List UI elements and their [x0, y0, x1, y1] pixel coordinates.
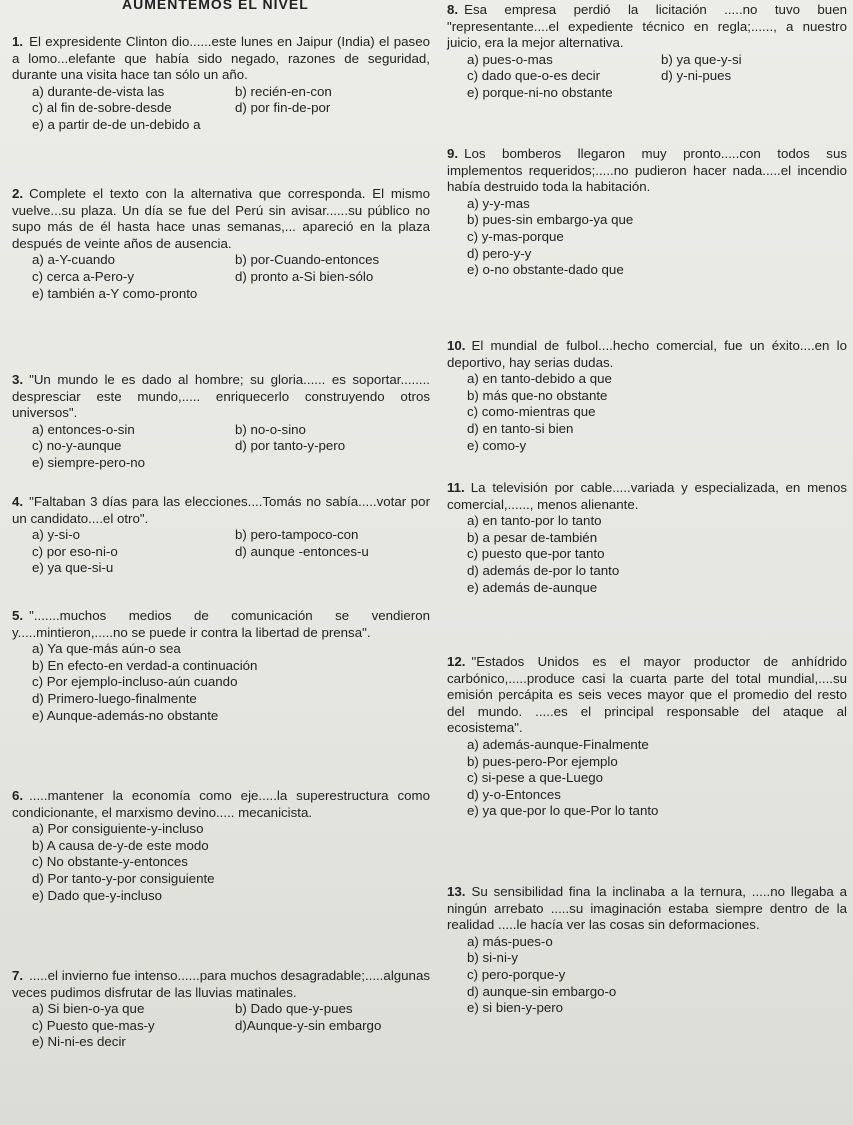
question-9	[447, 146, 847, 279]
option-e[interactable]: e) Dado que-y-incluso	[32, 887, 163, 903]
option-c[interactable]: c) Por ejemplo-incluso-aún cuando	[32, 674, 238, 690]
option-e[interactable]: e) ya que-si-u	[32, 560, 114, 576]
option-c[interactable]: c) y-mas-porque	[467, 228, 564, 244]
question-7	[12, 968, 430, 1051]
question-stem: ".......muchos medios de comunicación se vendieron y.....mintieron,.....no se puede ir contra la libertad de prensa".	[12, 608, 430, 640]
option-a[interactable]: a) más-pues-o	[467, 933, 553, 949]
option-e[interactable]: e) porque-ni-no obstante	[467, 84, 613, 100]
option-c[interactable]: c) puesto que-por tanto	[467, 546, 605, 562]
question-5	[12, 608, 430, 724]
question-stem: .....el invierno fue intenso......para muchos desagradable;.....algunas veces pudimos disfrutar de las lluvias matinales.	[12, 968, 430, 1000]
option-d[interactable]: d) pronto a-Si bien-sólo	[235, 268, 374, 284]
question-number: 6.	[12, 788, 24, 803]
question-stem: Los bomberos llegaron muy pronto.....con todos sus implementos requeridos;.....no pudieron hacer nada.....el incendio había destruido toda la habitación.	[447, 146, 847, 195]
option-e[interactable]: e) como-y	[467, 437, 527, 453]
option-a[interactable]: a) durante-de-vista las	[32, 83, 165, 99]
question-2	[12, 186, 430, 302]
option-d[interactable]: d) y-ni-pues	[661, 68, 732, 84]
option-e[interactable]: e) además de-aunque	[467, 579, 598, 595]
question-stem: El expresidente Clinton dio......este lunes en Jaipur (India) el paseo a lomo...elefante que había sido negado, razones de seguridad, durante una visita hace tan sólo un año.	[12, 34, 430, 83]
question-number: 10.	[447, 338, 466, 353]
option-d[interactable]: d) por tanto-y-pero	[235, 438, 346, 454]
question-12	[447, 654, 847, 820]
option-a[interactable]: a) y-si-o	[32, 527, 81, 543]
option-e[interactable]: e) también a-Y como-pronto	[32, 285, 198, 301]
option-c[interactable]: c) pero-porque-y	[467, 966, 566, 982]
question-8	[447, 2, 847, 102]
option-e[interactable]: e) Aunque-además-no obstante	[32, 707, 219, 723]
option-a[interactable]: a) y-y-mas	[467, 195, 530, 211]
option-b[interactable]: b) a pesar de-también	[467, 529, 598, 545]
option-c[interactable]: c) al fin de-sobre-desde	[32, 100, 172, 116]
option-b[interactable]: b) no-o-sino	[235, 421, 306, 437]
question-11	[447, 480, 847, 596]
option-a[interactable]: a) pues-o-mas	[467, 51, 553, 67]
option-a[interactable]: a) en tanto-debido a que	[467, 371, 612, 387]
question-stem: "Un mundo le es dado al hombre; su gloria...... es soportar........ despresciar este mundo,..... enriquecerlo construyendo otros universos".	[12, 372, 430, 421]
option-d[interactable]: d) aunque-sin embargo-o	[467, 983, 617, 999]
question-number: 9.	[447, 146, 459, 161]
option-b[interactable]: b) si-ni-y	[467, 950, 518, 966]
question-stem: El mundial de fulbol....hecho comercial, fue un éxito....en lo deportivo, hay serias dudas.	[447, 338, 847, 370]
option-b[interactable]: b) Dado que-y-pues	[235, 1001, 353, 1017]
option-b[interactable]: b) recién-en-con	[235, 83, 332, 99]
option-d[interactable]: d) Por tanto-y-por consiguiente	[32, 870, 215, 886]
option-b[interactable]: b) más que-no obstante	[467, 387, 608, 403]
question-number: 3.	[12, 372, 24, 387]
option-b[interactable]: b) A causa de-y-de este modo	[32, 837, 209, 853]
question-13	[447, 884, 847, 1017]
option-b[interactable]: b) En efecto-en verdad-a continuación	[32, 657, 258, 673]
option-a[interactable]: a) Por consiguiente-y-incluso	[32, 821, 204, 837]
option-d[interactable]: d) y-o-Entonces	[467, 786, 561, 802]
question-number: 13.	[447, 884, 466, 899]
question-number: 12.	[447, 654, 466, 669]
question-6	[12, 788, 430, 904]
question-1	[12, 34, 430, 134]
option-e[interactable]: e) si bien-y-pero	[467, 1000, 564, 1016]
option-e[interactable]: e) ya que-por lo que-Por lo tanto	[467, 803, 659, 819]
option-d[interactable]: d) además de-por lo tanto	[467, 562, 620, 578]
option-e[interactable]: e) a partir de-de un-debido a	[32, 116, 201, 132]
question-number: 1.	[12, 34, 24, 49]
question-number: 8.	[447, 2, 459, 17]
question-stem: "Estados Unidos es el mayor productor de anhídrido carbónico,.....produce casi la cuarta parte del total mundial,....su emisión percápita es seis veces mayor que el promedio del resto del mundo. .....es el principal responsable del ataque al ecosistema".	[447, 654, 847, 736]
page-heading: AUMENTEMOS EL NIVEL	[122, 0, 309, 12]
question-number: 11.	[447, 480, 465, 495]
option-c[interactable]: c) como-mientras que	[467, 404, 596, 420]
option-d[interactable]: d) aunque -entonces-u	[235, 543, 369, 559]
question-number: 5.	[12, 608, 24, 623]
option-e[interactable]: e) Ni-ni-es decir	[32, 1034, 126, 1050]
question-3	[12, 372, 430, 472]
question-stem: .....mantener la economía como eje.....la superestructura como condicionante, el marxismo devino..... mecanicista.	[12, 788, 430, 820]
question-stem: Esa empresa perdió la licitación .....no tuvo buen "representante....el expediente técnico en regla;......, a nuestro juicio, era la mejor alternativa.	[447, 2, 847, 51]
option-e[interactable]: e) o-no obstante-dado que	[467, 262, 624, 278]
question-number: 2.	[12, 186, 24, 201]
question-10	[447, 338, 847, 454]
question-stem: Su sensibilidad fina la inclinaba a la ternura, .....no llegaba a ningún arrebato .....su imaginación estaba siempre dentro de la realidad .....le hacía ver las cosas sin deformaciones.	[447, 884, 847, 933]
option-a[interactable]: a) a-Y-cuando	[32, 252, 116, 268]
option-d[interactable]: d) Primero-luego-finalmente	[32, 690, 197, 706]
option-c[interactable]: c) dado que-o-es decir	[467, 68, 601, 84]
option-b[interactable]: b) ya que-y-si	[661, 51, 742, 67]
option-a[interactable]: a) Si bien-o-ya que	[32, 1001, 145, 1017]
option-d[interactable]: d)Aunque-y-sin embargo	[235, 1017, 382, 1033]
option-c[interactable]: c) no-y-aunque	[32, 438, 122, 454]
option-a[interactable]: a) en tanto-por lo tanto	[467, 513, 602, 529]
question-4	[12, 494, 430, 577]
option-d[interactable]: d) en tanto-si bien	[467, 420, 574, 436]
question-stem: Complete el texto con la alternativa que corresponda. El mismo vuelve...su plaza. Un día se fue del Perú sin avisar......su público no supo más de él hasta hace unas semanas,... apareció en la plaza después de veinte años de ausencia.	[12, 186, 430, 251]
option-c[interactable]: c) cerca a-Pero-y	[32, 268, 134, 284]
question-stem: La televisión por cable.....variada y especializada, en menos comercial,......, menos alienante.	[447, 480, 847, 512]
option-b[interactable]: b) pues-sin embargo-ya que	[467, 212, 634, 228]
option-d[interactable]: d) pero-y-y	[467, 245, 532, 261]
option-c[interactable]: c) por eso-ni-o	[32, 543, 118, 559]
option-a[interactable]: a) además-aunque-Finalmente	[467, 736, 649, 752]
option-d[interactable]: d) por fin-de-por	[235, 100, 331, 116]
question-number: 7.	[12, 968, 24, 983]
question-number: 4.	[12, 494, 24, 509]
question-stem: "Faltaban 3 días para las elecciones....Tomás no sabía.....votar por un candidato....el otro".	[12, 494, 430, 526]
option-e[interactable]: e) siempre-pero-no	[32, 454, 146, 470]
option-b[interactable]: b) pero-tampoco-con	[235, 527, 359, 543]
option-c[interactable]: c) Puesto que-mas-y	[32, 1017, 155, 1033]
option-c[interactable]: c) No obstante-y-entonces	[32, 854, 188, 870]
option-b[interactable]: b) por-Cuando-entonces	[235, 252, 380, 268]
option-a[interactable]: a) Ya que-más aún-o sea	[32, 641, 181, 657]
option-c[interactable]: c) si-pese a que-Luego	[467, 770, 604, 786]
option-b[interactable]: b) pues-pero-Por ejemplo	[467, 753, 618, 769]
option-a[interactable]: a) entonces-o-sin	[32, 421, 135, 437]
